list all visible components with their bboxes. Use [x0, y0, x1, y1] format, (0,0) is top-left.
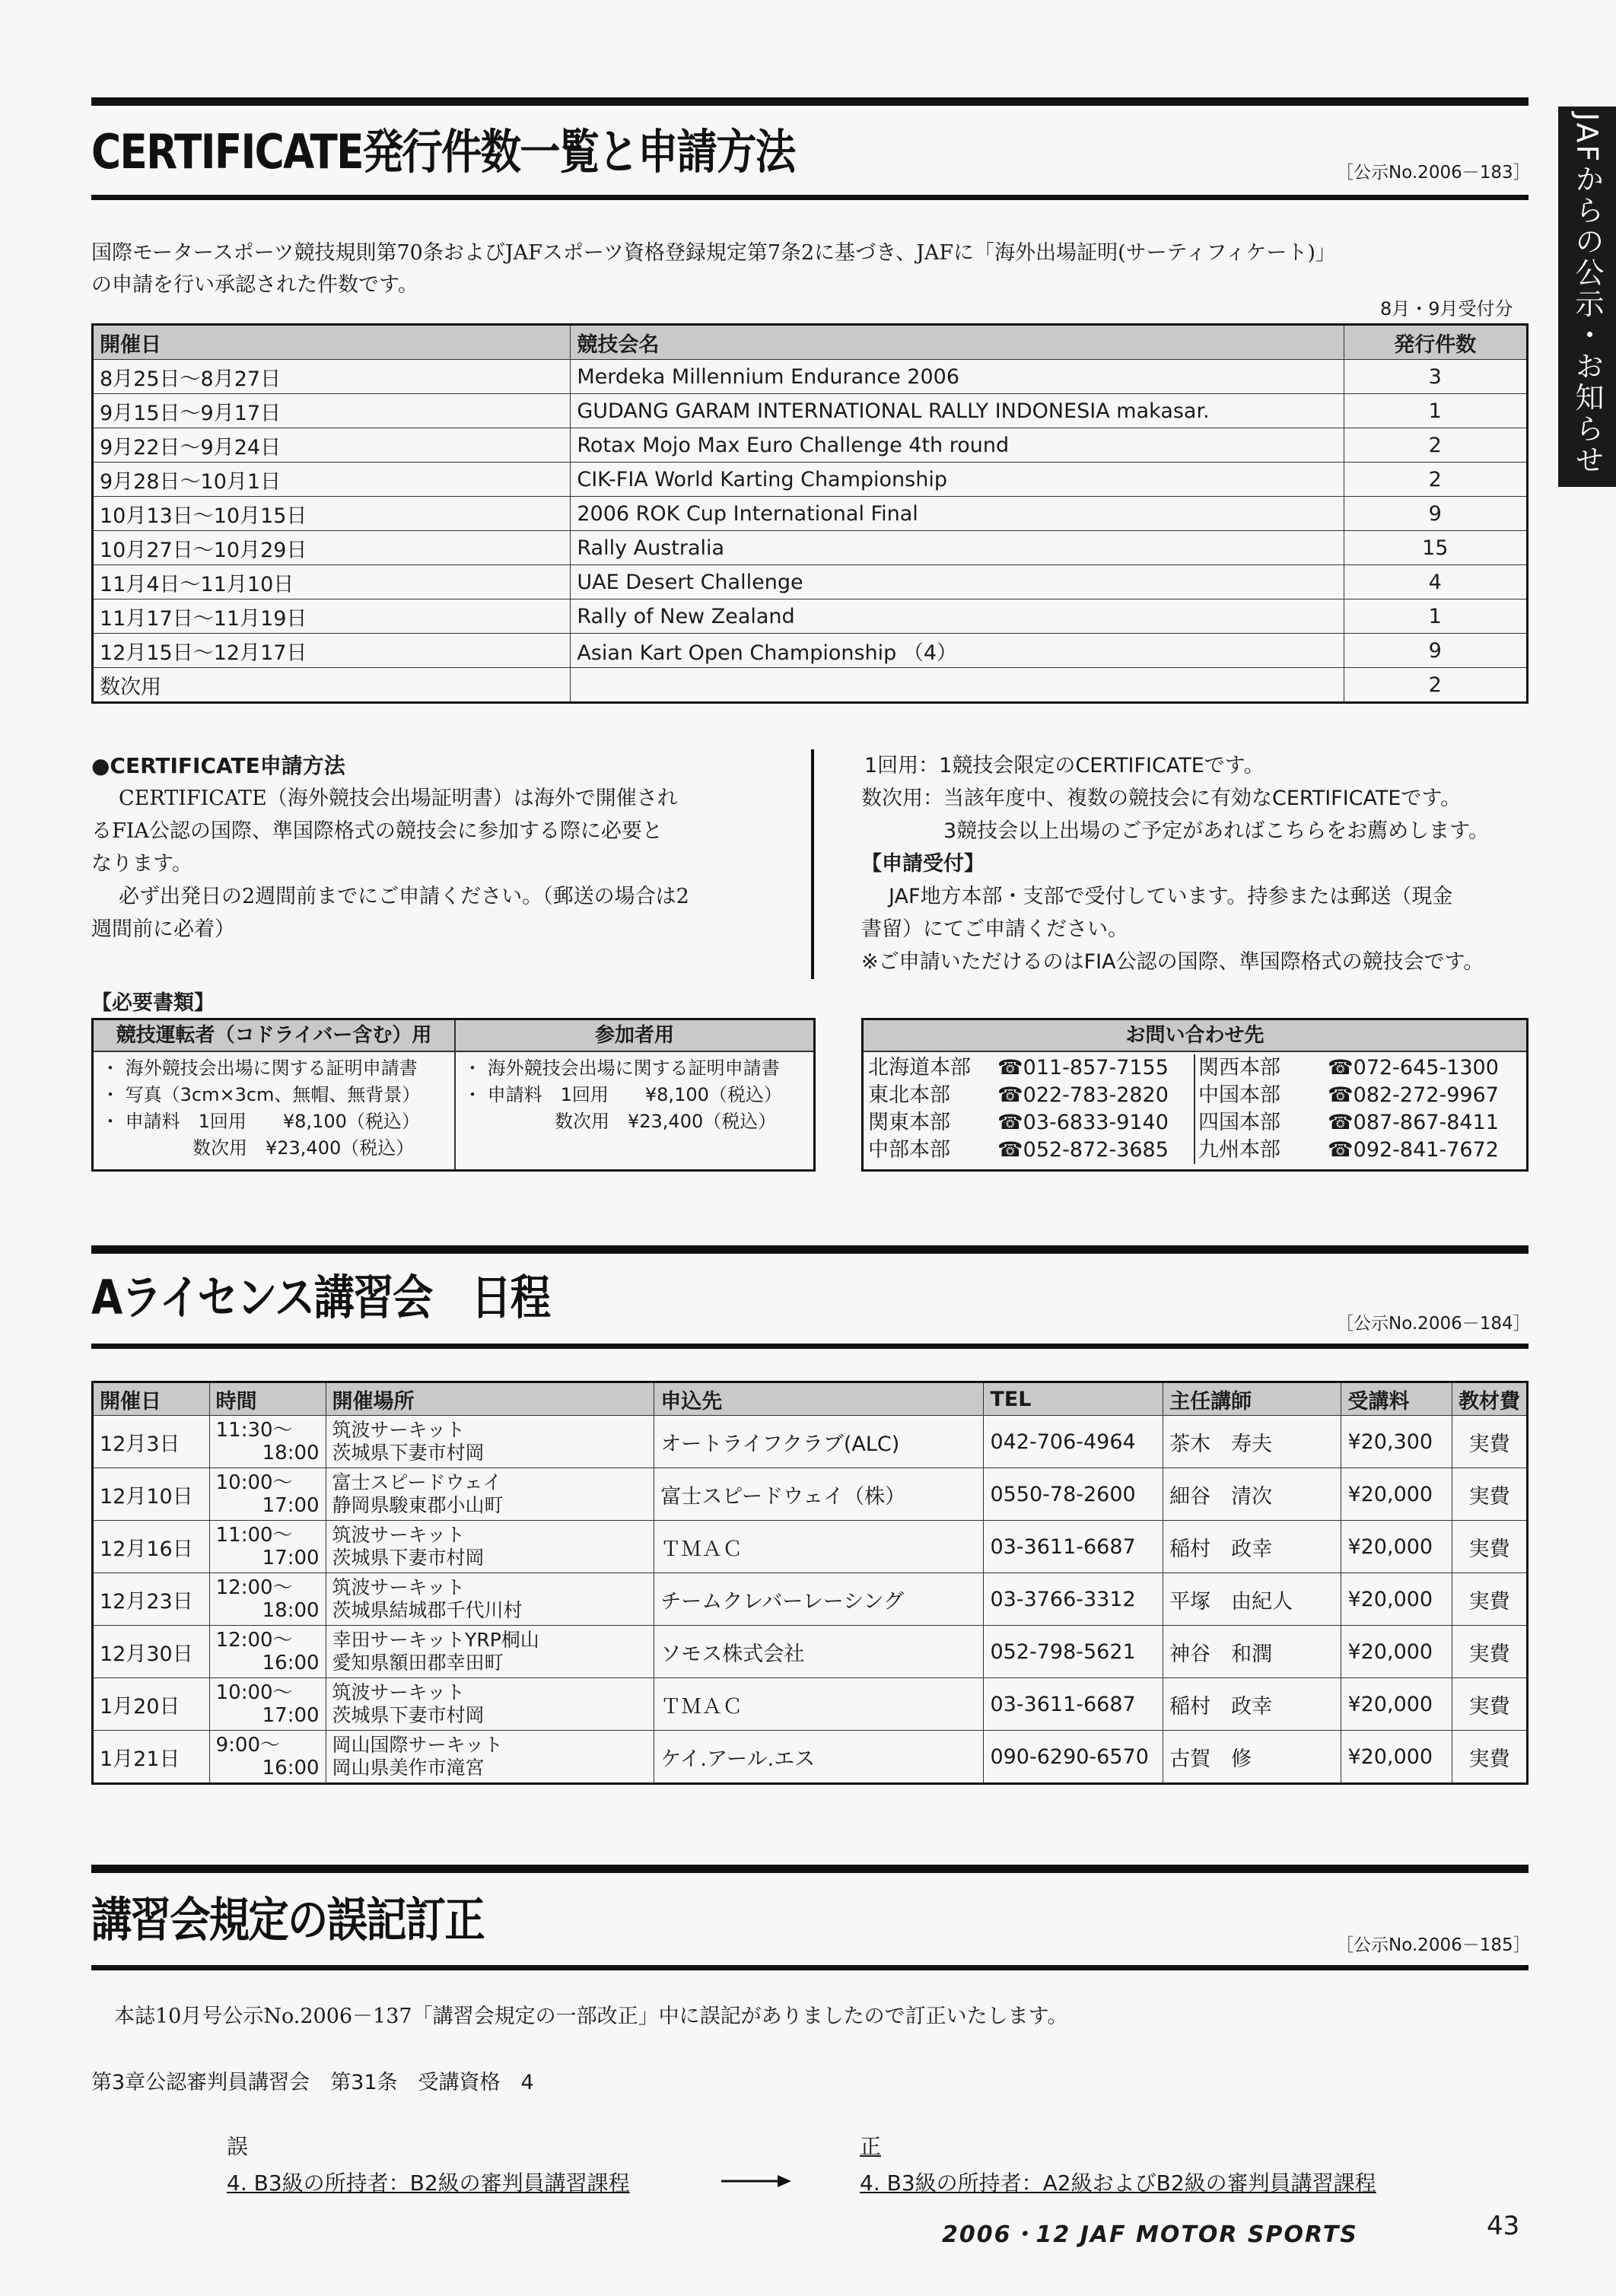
venue-cell: 岡山国際サーキット 岡山県美作市滝宮	[326, 1731, 654, 1784]
section-3-title: 講習会規定の誤記訂正	[91, 1892, 485, 1948]
column-header: 競技会名	[571, 325, 1344, 360]
docs-item: ・ 海外競技会出場に関する証明申請書	[101, 1057, 418, 1079]
docs-list	[94, 1052, 454, 1165]
organizer-cell: ＴＭＡＣ	[654, 1521, 984, 1573]
method-title: ●CERTIFICATE申請方法	[91, 753, 345, 778]
method-line: るFIA公認の国際、準国際格式の競技会に参加する際に必要と	[91, 819, 663, 843]
date-cell: 8月25日～8月27日	[93, 360, 571, 394]
phone-number: ☎092-841-7672	[1328, 1138, 1499, 1162]
event-cell: Rally of New Zealand	[571, 599, 1344, 634]
fee-cell: ¥20,000	[1341, 1678, 1452, 1731]
method-line: 必ず出発日の2週間前までにご申請ください。（郵送の場合は2	[119, 885, 689, 908]
column-header: 教材費	[1452, 1382, 1527, 1416]
time-cell: 11:30～ 18:00	[209, 1416, 326, 1468]
event-cell: CIK-FIA World Karting Championship	[571, 463, 1344, 497]
accept-line: JAF地方本部・支部で受付しています。持参または郵送（現金	[889, 885, 1453, 908]
phone-number: ☎022-783-2820	[997, 1083, 1169, 1107]
date-cell: 12月3日	[93, 1416, 210, 1468]
venue-cell: 筑波サーキット 茨城県下妻市村岡	[326, 1678, 654, 1731]
date-cell: 9月28日～10月1日	[93, 463, 571, 497]
column-header: 発行件数	[1344, 325, 1527, 360]
section-3-notice-number: ［公示No.2006－185］	[1336, 1935, 1531, 1955]
docs-item: ・ 写真（3cm×3cm、無帽、無背景）	[101, 1084, 421, 1105]
section-3-bottom-rule	[91, 1965, 1529, 1970]
material-cell: 実費	[1452, 1416, 1527, 1468]
table-row	[93, 360, 1528, 394]
table-header-row	[93, 325, 1528, 360]
license-course-table	[91, 1381, 1529, 1785]
phone-icon: ☎	[997, 1111, 1023, 1134]
time-cell: 12:00～ 16:00	[209, 1626, 326, 1678]
table-row	[93, 1521, 1528, 1573]
count-cell: 1	[1344, 599, 1527, 634]
phone-icon: ☎	[1328, 1056, 1354, 1080]
period-label: 8月・9月受付分	[1380, 298, 1513, 320]
footer-magazine: 2006・12 JAF MOTOR SPORTS	[942, 2221, 1358, 2248]
table-row	[93, 463, 1528, 497]
material-cell: 実費	[1452, 1626, 1527, 1678]
office-name: 中部本部	[868, 1138, 950, 1162]
table-row	[93, 1416, 1528, 1468]
tel-cell: 090-6290-6570	[984, 1731, 1163, 1784]
office-name: 四国本部	[1194, 1109, 1328, 1137]
organizer-cell: 富士スピードウェイ（株）	[654, 1468, 984, 1521]
right-label: 正	[860, 2134, 882, 2159]
section-1-title: CERTIFICATE発行件数一覧と申請方法	[91, 124, 795, 180]
contact-box	[861, 1018, 1529, 1172]
office-name: 関東本部	[868, 1111, 950, 1134]
fee-cell: ¥20,000	[1341, 1626, 1452, 1678]
docs-title: 【必要書類】	[91, 991, 215, 1015]
phone-number: ☎072-645-1300	[1328, 1056, 1499, 1080]
count-cell: 4	[1344, 565, 1527, 599]
date-cell: 12月23日	[93, 1573, 210, 1626]
organizer-cell: オートライフクラブ(ALC)	[654, 1416, 984, 1468]
fee-cell: ¥20,000	[1341, 1468, 1452, 1521]
office-name: 九州本部	[1194, 1137, 1328, 1164]
time-cell: 12:00～ 18:00	[209, 1573, 326, 1626]
event-cell: 2006 ROK Cup International Final	[571, 497, 1344, 531]
office-name: 関西本部	[1194, 1054, 1328, 1082]
correction-intro: 本誌10月号公示No.2006－137「講習会規定の一部改正」中に誤記がありましたので訂正いたします。	[114, 2005, 1068, 2028]
contact-row	[868, 1109, 1522, 1137]
material-cell: 実費	[1452, 1468, 1527, 1521]
organizer-cell: ＴＭＡＣ	[654, 1678, 984, 1731]
table-row	[93, 634, 1528, 668]
time-cell: 10:00～ 17:00	[209, 1468, 326, 1521]
instructor-cell: 平塚 由紀人	[1163, 1573, 1341, 1626]
section-2-bottom-rule	[91, 1344, 1529, 1349]
event-cell: Rally Australia	[571, 531, 1344, 565]
required-docs-box	[91, 1018, 816, 1172]
phone-icon: ☎	[1328, 1083, 1354, 1107]
column-header: 受講料	[1341, 1382, 1452, 1416]
date-cell: 9月22日～9月24日	[93, 428, 571, 463]
section-1-top-rule	[91, 97, 1529, 106]
date-cell: 1月21日	[93, 1731, 210, 1784]
fee-cell: ¥20,300	[1341, 1416, 1452, 1468]
date-cell: 9月15日～9月17日	[93, 394, 571, 428]
count-cell: 3	[1344, 360, 1527, 394]
correction-chapter: 第3章公認審判員講習会 第31条 受講資格 4	[91, 2071, 534, 2094]
count-cell: 2	[1344, 428, 1527, 463]
docs-column-header: 競技運転者（コドライバー含む）用	[94, 1020, 454, 1052]
fee-cell: ¥20,000	[1341, 1731, 1452, 1784]
tel-cell: 0550-78-2600	[984, 1468, 1163, 1521]
intro-line: の申請を行い承認された件数です。	[91, 273, 418, 297]
docs-item: ・ 申請料 1回用 ¥8,100（税込）	[101, 1111, 420, 1132]
organizer-cell: ソモス株式会社	[654, 1626, 984, 1678]
phone-icon: ☎	[1328, 1111, 1354, 1134]
docs-column-header: 参加者用	[456, 1020, 813, 1052]
method-line: なります。	[91, 852, 192, 876]
instructor-cell: 稲村 政幸	[1163, 1678, 1341, 1731]
certificate-table	[91, 323, 1529, 704]
usage-text	[861, 749, 1489, 978]
time-cell: 10:00～ 17:00	[209, 1678, 326, 1731]
table-row	[93, 565, 1528, 599]
section-2-notice-number: ［公示No.2006－184］	[1336, 1314, 1531, 1334]
table-row	[93, 1573, 1528, 1626]
venue-cell: 筑波サーキット 茨城県結城郡千代川村	[326, 1573, 654, 1626]
docs-item: ・ 申請料 1回用 ¥8,100（税込）	[463, 1084, 782, 1105]
count-cell: 15	[1344, 531, 1527, 565]
section-3-top-rule	[91, 1865, 1529, 1873]
column-header: TEL	[984, 1382, 1163, 1416]
date-cell: 11月17日～11月19日	[93, 599, 571, 634]
event-cell: UAE Desert Challenge	[571, 565, 1344, 599]
docs-item: 数次用 ¥23,400（税込）	[101, 1137, 415, 1159]
fee-cell: ¥20,000	[1341, 1521, 1452, 1573]
accept-line: 書留）にてご申請ください。	[861, 917, 1128, 941]
arrow-right-icon	[721, 2173, 791, 2189]
instructor-cell: 神谷 和潤	[1163, 1626, 1341, 1678]
table-row	[93, 599, 1528, 634]
phone-icon: ☎	[1328, 1138, 1354, 1162]
date-cell: 10月13日～10月15日	[93, 497, 571, 531]
material-cell: 実費	[1452, 1731, 1527, 1784]
phone-icon: ☎	[997, 1083, 1023, 1107]
section-1-bottom-rule	[91, 195, 1529, 200]
office-name: 北海道本部	[868, 1056, 971, 1080]
column-header: 開催日	[93, 1382, 210, 1416]
docs-column-entrant	[456, 1020, 813, 1169]
table-row	[93, 1731, 1528, 1784]
event-cell	[571, 668, 1344, 703]
table-row	[93, 531, 1528, 565]
office-name: 中国本部	[1194, 1082, 1328, 1109]
column-header: 開催日	[93, 325, 571, 360]
venue-cell: 幸田サーキットYRP桐山 愛知県額田郡幸田町	[326, 1626, 654, 1678]
method-text	[91, 782, 776, 946]
accept-line: ※ご申請いただけるのはFIA公認の国際、準国際格式の競技会です。	[861, 950, 1484, 974]
wrong-label: 誤	[227, 2134, 249, 2159]
organizer-cell: チームクレバーレーシング	[654, 1573, 984, 1626]
usage-line: 3競技会以上出場のご予定があればこちらをお薦めします。	[943, 819, 1490, 843]
phone-icon: ☎	[997, 1138, 1023, 1162]
table-row	[93, 428, 1528, 463]
time-cell: 9:00～ 16:00	[209, 1731, 326, 1784]
table-row	[93, 1626, 1528, 1678]
date-cell: 11月4日～11月10日	[93, 565, 571, 599]
table-row	[93, 497, 1528, 531]
accept-title: 【申請受付】	[861, 852, 985, 876]
method-line: 週間前に必着）	[91, 917, 235, 941]
fee-cell: ¥20,000	[1341, 1573, 1452, 1626]
method-line: CERTIFICATE（海外競技会出場証明書）は海外で開催され	[119, 787, 678, 810]
phone-number: ☎082-272-9967	[1328, 1083, 1499, 1107]
date-cell: 1月20日	[93, 1678, 210, 1731]
section-1-notice-number: ［公示No.2006－183］	[1336, 163, 1531, 183]
phone-number: ☎011-857-7155	[997, 1056, 1169, 1080]
event-cell: Merdeka Millennium Endurance 2006	[571, 360, 1344, 394]
date-cell: 数次用	[93, 668, 571, 703]
contact-header: お問い合わせ先	[864, 1020, 1526, 1052]
docs-item: ・ 海外競技会出場に関する証明申請書	[463, 1057, 780, 1079]
count-cell: 2	[1344, 668, 1527, 703]
date-cell: 12月30日	[93, 1626, 210, 1678]
date-cell: 12月15日～12月17日	[93, 634, 571, 668]
intro-line: 国際モータースポーツ競技規則第70条およびJAFスポーツ資格登録規定第7条2に基づき、JAFに「海外出場証明(サーティフィケート)」	[91, 241, 1336, 265]
column-header: 時間	[209, 1382, 326, 1416]
phone-icon: ☎	[997, 1056, 1023, 1080]
count-cell: 9	[1344, 634, 1527, 668]
usage-line: 数次用：当該年度中、複数の競技会に有効なCERTIFICATEです。	[861, 787, 1462, 810]
table-row	[93, 1678, 1528, 1731]
docs-item: 数次用 ¥23,400（税込）	[463, 1111, 777, 1132]
count-cell: 1	[1344, 394, 1527, 428]
count-cell: 2	[1344, 463, 1527, 497]
docs-column-driver	[94, 1020, 456, 1169]
phone-number: ☎052-872-3685	[997, 1138, 1169, 1162]
tel-cell: 03-3611-6687	[984, 1521, 1163, 1573]
venue-cell: 富士スピードウェイ 静岡県駿東郡小山町	[326, 1468, 654, 1521]
event-cell: GUDANG GARAM INTERNATIONAL RALLY INDONESIA makasar.	[571, 394, 1344, 428]
material-cell: 実費	[1452, 1521, 1527, 1573]
section-2-top-rule	[91, 1245, 1529, 1254]
time-cell: 11:00～ 17:00	[209, 1521, 326, 1573]
contact-row	[868, 1137, 1522, 1164]
office-name: 東北本部	[868, 1083, 950, 1107]
column-header: 開催場所	[326, 1382, 654, 1416]
docs-list	[456, 1052, 813, 1138]
contact-row	[868, 1054, 1522, 1082]
tel-cell: 03-3766-3312	[984, 1573, 1163, 1626]
venue-cell: 筑波サーキット 茨城県下妻市村岡	[326, 1521, 654, 1573]
tel-cell: 042-706-4964	[984, 1416, 1163, 1468]
section-2-title: Aライセンス講習会 日程	[91, 1270, 550, 1325]
side-tab-label: JAFからの公示・お知らせ	[1570, 113, 1604, 476]
instructor-cell: 茶木 寿夫	[1163, 1416, 1341, 1468]
material-cell: 実費	[1452, 1573, 1527, 1626]
usage-line: 1回用：1競技会限定のCERTIFICATEです。	[864, 754, 1264, 778]
column-divider	[811, 749, 814, 979]
phone-number: ☎03-6833-9140	[997, 1111, 1169, 1134]
phone-number: ☎087-867-8411	[1328, 1111, 1499, 1134]
venue-cell: 筑波サーキット 茨城県下妻市村岡	[326, 1416, 654, 1468]
instructor-cell: 細谷 清次	[1163, 1468, 1341, 1521]
organizer-cell: ケイ.アール.エス	[654, 1731, 984, 1784]
date-cell: 12月16日	[93, 1521, 210, 1573]
date-cell: 12月10日	[93, 1468, 210, 1521]
page-number: 43	[1487, 2211, 1520, 2241]
material-cell: 実費	[1452, 1678, 1527, 1731]
side-tab	[1558, 107, 1616, 487]
instructor-cell: 古賀 修	[1163, 1731, 1341, 1784]
table-row	[93, 1468, 1528, 1521]
right-text: 4. B3級の所持者：A2級およびB2級の審判員講習課程	[860, 2170, 1376, 2196]
contact-list	[864, 1052, 1526, 1166]
instructor-cell: 稲村 政幸	[1163, 1521, 1341, 1573]
event-cell: Asian Kart Open Championship （4）	[571, 634, 1344, 668]
wrong-text: 4. B3級の所持者：B2級の審判員講習課程	[227, 2170, 630, 2196]
date-cell: 10月27日～10月29日	[93, 531, 571, 565]
table-row	[93, 668, 1528, 703]
tel-cell: 052-798-5621	[984, 1626, 1163, 1678]
column-header: 申込先	[654, 1382, 984, 1416]
contact-row	[868, 1082, 1522, 1109]
count-cell: 9	[1344, 497, 1527, 531]
column-header: 主任講師	[1163, 1382, 1341, 1416]
table-header-row	[93, 1382, 1528, 1416]
section-1-intro	[91, 237, 1336, 301]
tel-cell: 03-3611-6687	[984, 1678, 1163, 1731]
table-row	[93, 394, 1528, 428]
event-cell: Rotax Mojo Max Euro Challenge 4th round	[571, 428, 1344, 463]
